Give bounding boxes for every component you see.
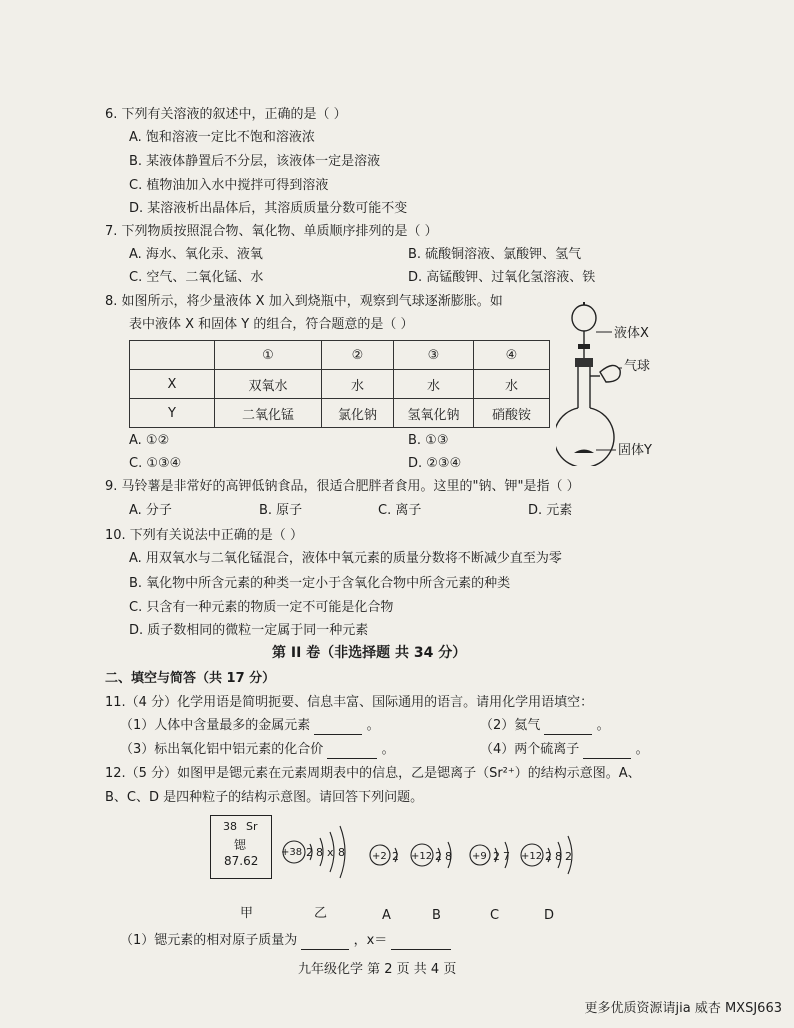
sr-ion-shell-4: 8 xyxy=(338,846,345,859)
q11-part-3-text: （3）标出氧化铝中铝元素的化合价 xyxy=(120,742,324,757)
q10-stem: 10. 下列有关说法中正确的是（ ） xyxy=(105,528,303,543)
section-2-heading: 二、填空与简答（共 17 分） xyxy=(105,671,276,686)
atom-a-shell-1: 2 xyxy=(392,850,399,863)
q9-option-d: D. 元素 xyxy=(528,503,573,518)
atom-d-nucleus: +12 xyxy=(521,851,543,862)
table-cell: 水 xyxy=(394,370,474,399)
page-footer: 九年级化学 第 2 页 共 4 页 xyxy=(298,962,457,977)
table-cell: 氢氧化钠 xyxy=(394,399,474,428)
sr-ion-nucleus: +38 xyxy=(281,847,303,858)
liquid-x-label: 液体X xyxy=(614,326,649,341)
flask-apparatus-figure xyxy=(556,296,666,466)
q7-option-d: D. 高锰酸钾、过氧化氢溶液、铁 xyxy=(408,270,596,285)
table-cell: ④ xyxy=(474,341,550,370)
q11-answer-3-blank[interactable] xyxy=(327,744,377,759)
label-jia: 甲 xyxy=(240,906,254,921)
q9-stem: 9. 马铃薯是非常好的高钾低钠食品，很适合肥胖者食用。这里的"钠、钾"是指（ ） xyxy=(105,479,580,494)
atom-d-shell-3: 2 xyxy=(565,850,572,863)
q12-answer-mass-blank[interactable] xyxy=(301,935,349,950)
q7-stem: 7. 下列物质按照混合物、氧化物、单质顺序排列的是（ ） xyxy=(105,224,438,239)
sr-ion-shell-3: x xyxy=(327,846,334,859)
q12-sub-1 xyxy=(120,932,451,950)
q9-option-c: C. 离子 xyxy=(378,503,422,518)
strontium-element-card xyxy=(210,815,272,879)
resource-watermark: 更多优质资源请jia 威杏 MXSJ663 xyxy=(584,1001,782,1016)
section-2-title: 第 II 卷（非选择题 共 34 分） xyxy=(272,645,467,661)
q9-option-b: B. 原子 xyxy=(259,503,303,518)
atom-c-shell-2: 7 xyxy=(503,850,510,863)
q7-option-c: C. 空气、二氧化锰、水 xyxy=(129,270,264,285)
table-cell: ① xyxy=(215,341,322,370)
q8-stem-line1: 8. 如图所示，将少量液体 X 加入到烧瓶中，观察到气球逐渐膨胀。如 xyxy=(105,294,503,309)
label-c: C xyxy=(490,908,500,923)
atom-b-shell-1: 2 xyxy=(435,850,442,863)
table-cell: 水 xyxy=(474,370,550,399)
table-cell: 二氧化锰 xyxy=(215,399,322,428)
q12-stem-line2: B、C、D 是四种粒子的结构示意图。请回答下列问题。 xyxy=(105,790,424,805)
atom-d-shell-2: 8 xyxy=(555,850,562,863)
q8-option-b: B. ①③ xyxy=(408,433,449,448)
element-name: 锶 xyxy=(234,838,247,852)
q12-sub-1-text-b: ，x＝ xyxy=(353,933,388,948)
table-cell xyxy=(130,341,215,370)
q8-table xyxy=(129,340,550,428)
q10-option-c: C. 只含有一种元素的物质一定不可能是化合物 xyxy=(129,600,394,615)
q10-option-a: A. 用双氧水与二氧化锰混合，液体中氧元素的质量分数将不断减少直至为零 xyxy=(129,551,562,566)
table-cell: 硝酸铵 xyxy=(474,399,550,428)
atom-d-shell-1: 2 xyxy=(545,850,552,863)
sr-ion-shell-1: 2 xyxy=(306,846,313,859)
table-cell: 氯化钠 xyxy=(322,399,394,428)
q11-part-1-end: 。 xyxy=(366,718,380,733)
q10-option-d: D. 质子数相同的微粒一定属于同一种元素 xyxy=(129,623,369,638)
q12-answer-x-blank[interactable] xyxy=(391,935,451,950)
q11-part-1 xyxy=(120,717,380,735)
element-symbol: Sr xyxy=(246,820,258,833)
q11-part-4-text: （4）两个硫离子 xyxy=(480,742,580,757)
q11-answer-4-blank[interactable] xyxy=(583,744,631,759)
q8-stem-line2: 表中液体 X 和固体 Y 的组合，符合题意的是（ ） xyxy=(129,317,414,332)
table-cell: Y xyxy=(130,399,215,428)
table-cell: X xyxy=(130,370,215,399)
atom-c-shell-1: 2 xyxy=(493,850,500,863)
q10-option-b: B. 氧化物中所含元素的种类一定小于含氧化合物中所含元素的种类 xyxy=(129,576,511,591)
q11-answer-2-blank[interactable] xyxy=(544,720,592,735)
atom-c-nucleus: +9 xyxy=(472,851,487,862)
q6-option-c: C. 植物油加入水中搅拌可得到溶液 xyxy=(129,178,329,193)
q12-sub-1-text-a: （1）锶元素的相对原子质量为 xyxy=(120,933,298,948)
q7-option-a: A. 海水、氧化汞、液氧 xyxy=(129,247,263,262)
q6-option-d: D. 某溶液析出晶体后，其溶质质量分数可能不变 xyxy=(129,201,408,216)
q12-stem-line1: 12.（5 分）如图甲是锶元素在元素周期表中的信息，乙是锶离子（Sr²⁺）的结构示意图。A、 xyxy=(105,766,641,781)
q11-part-4 xyxy=(480,741,649,759)
balloon-label: 气球 xyxy=(624,359,651,374)
solid-y-label: 固体Y xyxy=(618,443,652,458)
q11-part-2 xyxy=(480,717,610,735)
atomic-number: 38 xyxy=(223,820,237,833)
q11-part-3 xyxy=(120,741,395,759)
q11-stem: 11.（4 分）化学用语是简明扼要、信息丰富、国际通用的语言。请用化学用语填空： xyxy=(105,695,594,710)
q11-part-3-end: 。 xyxy=(381,742,395,757)
table-row xyxy=(130,370,550,399)
q11-part-1-text: （1）人体中含量最多的金属元素 xyxy=(120,718,311,733)
q8-option-a: A. ①② xyxy=(129,433,170,448)
q11-part-2-end: 。 xyxy=(596,718,610,733)
atom-b-shell-2: 8 xyxy=(445,850,452,863)
table-cell: 双氧水 xyxy=(215,370,322,399)
q9-option-a: A. 分子 xyxy=(129,503,172,518)
q11-answer-1-blank[interactable] xyxy=(314,720,362,735)
q8-option-c: C. ①③④ xyxy=(129,456,182,471)
q6-option-b: B. 某液体静置后不分层，该液体一定是溶液 xyxy=(129,154,381,169)
q11-part-2-text: （2）氦气 xyxy=(480,718,541,733)
relative-atomic-mass: 87.62 xyxy=(224,854,259,868)
label-d: D xyxy=(544,908,555,923)
sr-ion-shell-2: 8 xyxy=(316,846,323,859)
label-b: B xyxy=(432,908,441,923)
table-cell: ③ xyxy=(394,341,474,370)
label-yi: 乙 xyxy=(314,906,328,921)
table-row xyxy=(130,399,550,428)
table-cell: ② xyxy=(322,341,394,370)
label-a: A xyxy=(382,908,391,923)
q8-option-d: D. ②③④ xyxy=(408,456,462,471)
q7-option-b: B. 硫酸铜溶液、氯酸钾、氢气 xyxy=(408,247,582,262)
atom-a-nucleus: +2 xyxy=(372,851,387,862)
q6-option-a: A. 饱和溶液一定比不饱和溶液浓 xyxy=(129,130,315,145)
table-row xyxy=(130,341,550,370)
q11-part-4-end: 。 xyxy=(635,742,649,757)
table-cell: 水 xyxy=(322,370,394,399)
q6-stem: 6. 下列有关溶液的叙述中，正确的是（ ） xyxy=(105,107,347,122)
atom-b-nucleus: +12 xyxy=(411,851,433,862)
